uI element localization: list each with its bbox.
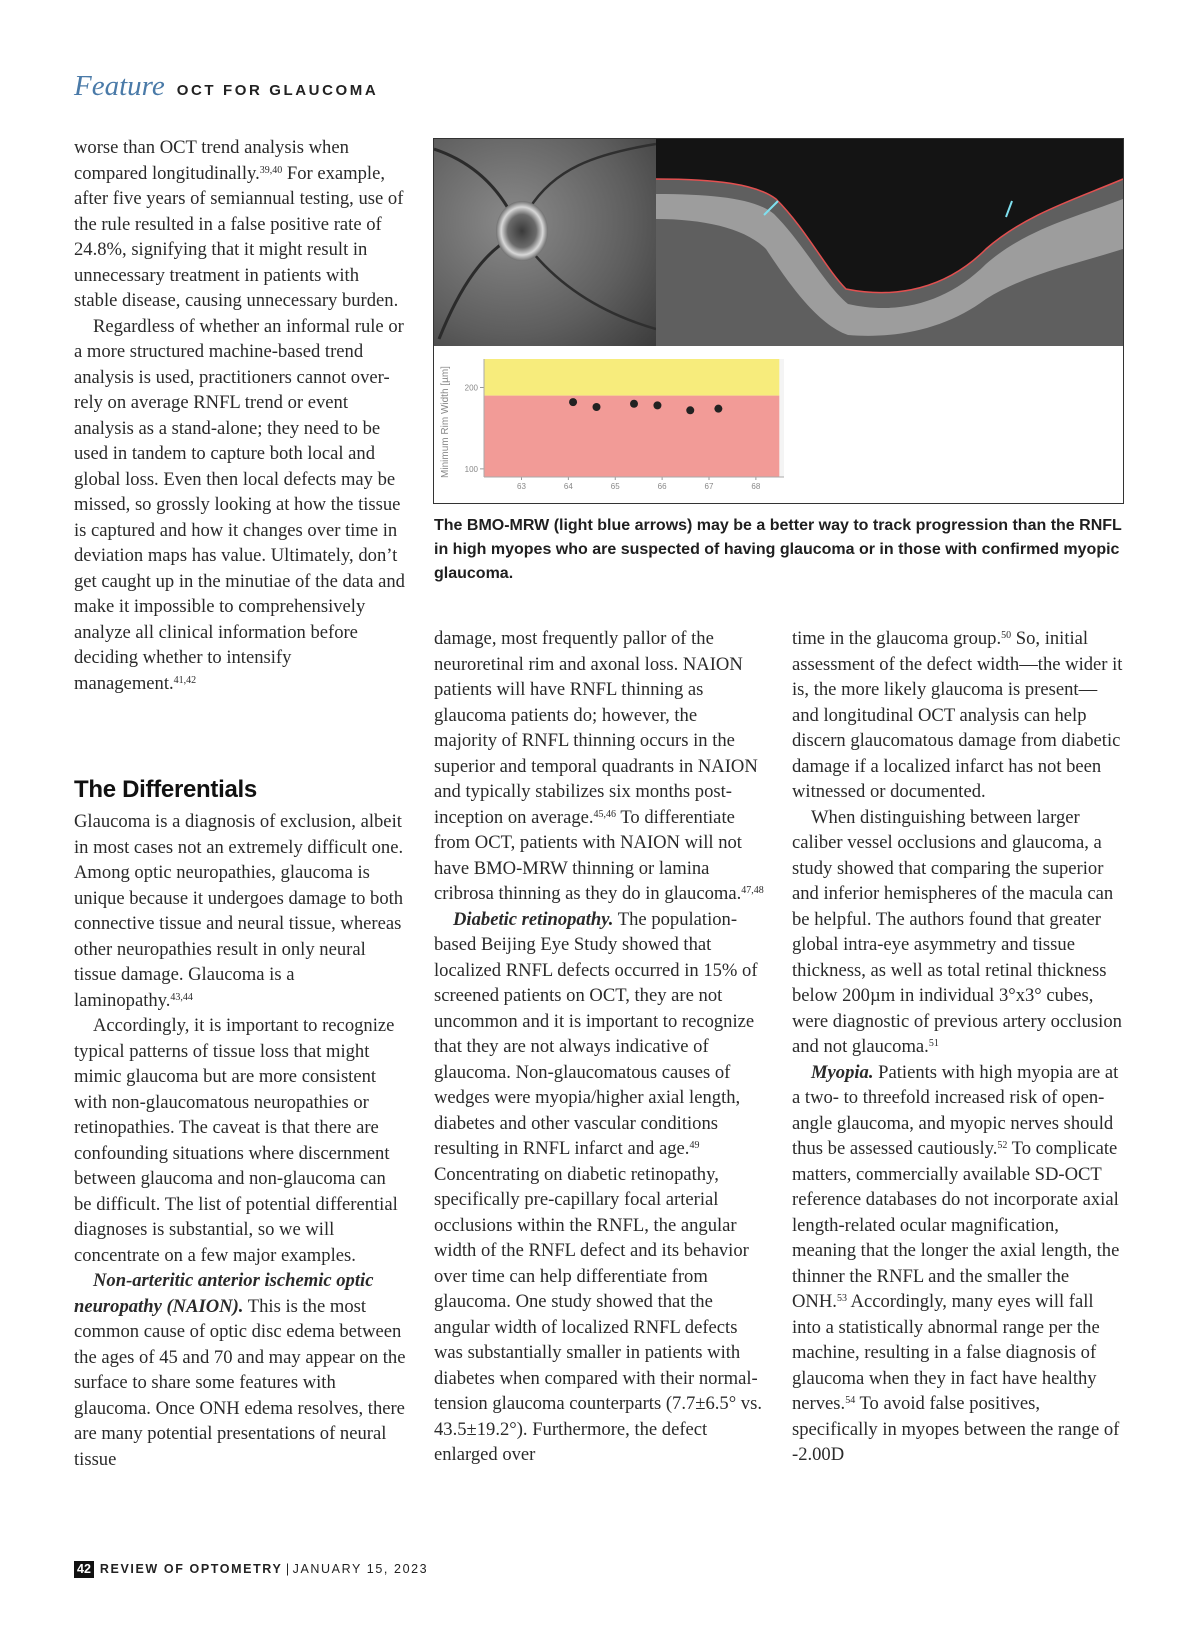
chart-x-tick-label: 65 xyxy=(610,482,620,491)
mrw-chart xyxy=(434,347,794,497)
paragraph: Diabetic retinopathy. The population-based Beijing Eye Study showed that localized RNFL defects occurred in 15% of screened patients on OCT, they are not uncommon and it is important to recognize that they are not always indicative of glaucoma. Non-glaucomatous causes of wedges were myopia/higher axial length, diabetes and other vascular conditions resulting in RNFL infarct and age.$^{49}$ Concentrating on diabetic retinopathy, specifically pre-capillary focal arterial occlusions within the RNFL, the angular width of the RNFL defect and its behavior over time can help differentiate from glaucoma. One study showed that the angular width of localized RNFL defects was substantially smaller in patients with diabetes when compared with their normal-tension glaucoma counterparts (7.7±6.5° vs. 43.5±19.2°). Furthermore, the defect enlarged over xyxy=(434,908,762,1465)
paragraph: When distinguishing between larger caliber vessel occlusions and glaucoma, a study showed that comparing the superior and inferior hemispheres of the macula can be helpful. The authors found that greater global intra-eye asymmetry and tissue thickness, as well as total retinal thickness below 200µm in individual 3°x3° cubes, were diagnostic of previous artery occlusion and not glaucoma.$^{51}$ xyxy=(792,806,1122,1057)
chart-point xyxy=(686,406,694,414)
paragraph: Accordingly, it is important to recognize typical patterns of tissue loss that might mimic glaucoma but are more consistent with non-glaucomatous neuropathies or retinopathies. The caveat is that there are confounding situations where discernment between glaucoma and non-glaucoma can be difficult. The list of potential differential diagnoses is substantial, so we will concentrate on a few major examples. xyxy=(74,1015,398,1266)
footer-separator: | xyxy=(282,1562,293,1576)
paragraph: Non-arteritic anterior ischemic optic neuropathy (NAION). This is the most common cause of optic disc edema between the ages of 45 and 70 and may appear on the surface to share some features with glaucoma. Once ONH edema resolves, there are many potential presentations of neural tissue xyxy=(74,1270,406,1470)
citation: 53 xyxy=(836,1293,847,1304)
run-in-heading: Non-arteritic anterior ischemic optic neuropathy (NAION). xyxy=(74,1270,374,1317)
paragraph: Myopia. Patients with high myopia are at a two- to threefold increased risk of open-angle glaucoma, and myopic nerves should thus be assessed cautiously.$^{52}$ To complicate matters, commercially available SD-OCT reference databases do not incorporate axial length-related ocular magnification, meaning that the longer the axial length, the thinner the RNFL and the smaller the ONH.$^{53}$ Accordingly, many eyes will fall into a statistically abnormal range per the machine, resulting in a false diagnosis of glaucoma when they in fact have healthy nerves.$^{54}$ To avoid false positives, specifically in myopes between the range of -2.00D xyxy=(792,1061,1120,1465)
paragraph: Glaucoma is a diagnosis of exclusion, albeit in most cases not an extremely difficult one. Among optic neuropathies, glaucoma is unique because it undergoes damage to both connective tissue and neural tissue, whereas other neuropathies result in only neural tissue damage. Glaucoma is a laminopathy.$^{43,44}$ xyxy=(74,811,404,1011)
page-number: 42 xyxy=(74,1561,94,1578)
chart-y-tick-label: 200 xyxy=(464,383,478,393)
chart-band-borderline xyxy=(484,359,779,396)
column-2 xyxy=(434,626,764,1468)
chart-x-tick-label: 68 xyxy=(751,482,761,491)
article-running-title: OCT FOR GLAUCOMA xyxy=(176,82,379,99)
issue-date: JANUARY 15, 2023 xyxy=(292,1562,429,1576)
chart-x-tick-label: 64 xyxy=(563,482,573,491)
citation: 54 xyxy=(845,1395,856,1406)
run-in-heading: Diabetic retinopathy. xyxy=(453,908,614,930)
differentials-section xyxy=(74,775,406,1472)
page-footer xyxy=(74,1561,428,1581)
chart-x-tick-label: 66 xyxy=(657,482,667,491)
chart-x-tick-label: 63 xyxy=(517,482,526,491)
chart-x-tick-label: 67 xyxy=(704,482,714,491)
section-heading: The Differentials xyxy=(74,776,257,803)
citation: 49 xyxy=(689,1140,700,1151)
chart-point xyxy=(714,405,722,413)
column-3 xyxy=(792,626,1124,1468)
chart-point xyxy=(653,401,661,409)
chart-point xyxy=(593,403,601,411)
citation: 39,40 xyxy=(259,164,283,176)
citation: 45,46 xyxy=(593,808,617,820)
paragraph: damage, most frequently pallor of the neuroretinal rim and axonal loss. NAION patients will have RNFL thinning as glaucoma patients do; however, the majority of RNFL thinning occurs in the superior and temporal quadrants in NAION and typically stabilizes six months post-inception on average.$^{45,46}$ To differentiate from OCT, patients with NAION will not have BMO-MRW thinning or lamina cribrosa thinning as they do in glaucoma.$^{47,48}$ xyxy=(434,628,764,904)
paragraph: worse than OCT trend analysis when compared longitudinally.$^{39,40}$ For example, after five years of semiannual testing, use of the rule resulted in a false positive rate of 24.8%, signifying that it might result in unnecessary treatment in patients with stable disease, causing unnecessary burden. xyxy=(74,137,404,311)
citation: 43,44 xyxy=(170,991,193,1003)
paragraph: time in the glaucoma group.$^{50}$ So, initial assessment of the defect width—the wider it is, the more likely glaucoma is present—and longitudinal OCT analysis can help discern glaucomatous damage from diabetic damage if a localized infarct has not been witnessed or documented. xyxy=(792,628,1123,802)
paragraph: Regardless of whether an informal rule or a more structured machine-based trend analysis is used, practitioners cannot over-rely on average RNFL trend or event analysis as a stand-alone; they need to be used in tandem to capture both local and global loss. Even then local defects may be missed, so grossly looking at how the tissue is captured and how it changes over time in deviation maps has value. Ultimately, don’t get caught up in the minutiae of the data and make it impossible to comprehensively analyze all clinical information before deciding whether to intensify management.$^{41,42}$ xyxy=(74,315,405,694)
citation: 50 xyxy=(1001,630,1012,641)
run-in-heading: Myopia. xyxy=(811,1061,874,1083)
chart-point xyxy=(569,398,577,406)
citation: 52 xyxy=(997,1140,1008,1151)
section-kicker: Feature xyxy=(74,70,165,102)
chart-point xyxy=(630,400,638,408)
citation: 47,48 xyxy=(741,885,764,896)
chart-y-tick-label: 100 xyxy=(464,464,478,474)
figure-caption: The BMO-MRW (light blue arrows) may be a better way to track progression than the RNFL in high myopes who are suspected of having glaucoma or in those with confirmed myopic glaucoma. xyxy=(434,517,1122,582)
figure-oct-images xyxy=(433,138,1124,504)
column-1 xyxy=(74,135,406,1470)
oct-bscan xyxy=(656,139,1123,346)
publication-name: REVIEW OF OPTOMETRY xyxy=(99,1562,283,1576)
chart-band-outside-normal-limits xyxy=(484,396,779,477)
chart-ylabel: Minimum Rim Width [µm] xyxy=(440,366,451,478)
page-header xyxy=(74,70,378,110)
fundus-photo xyxy=(434,139,656,346)
citation: 51 xyxy=(928,1038,939,1049)
citation: 41,42 xyxy=(173,674,197,686)
